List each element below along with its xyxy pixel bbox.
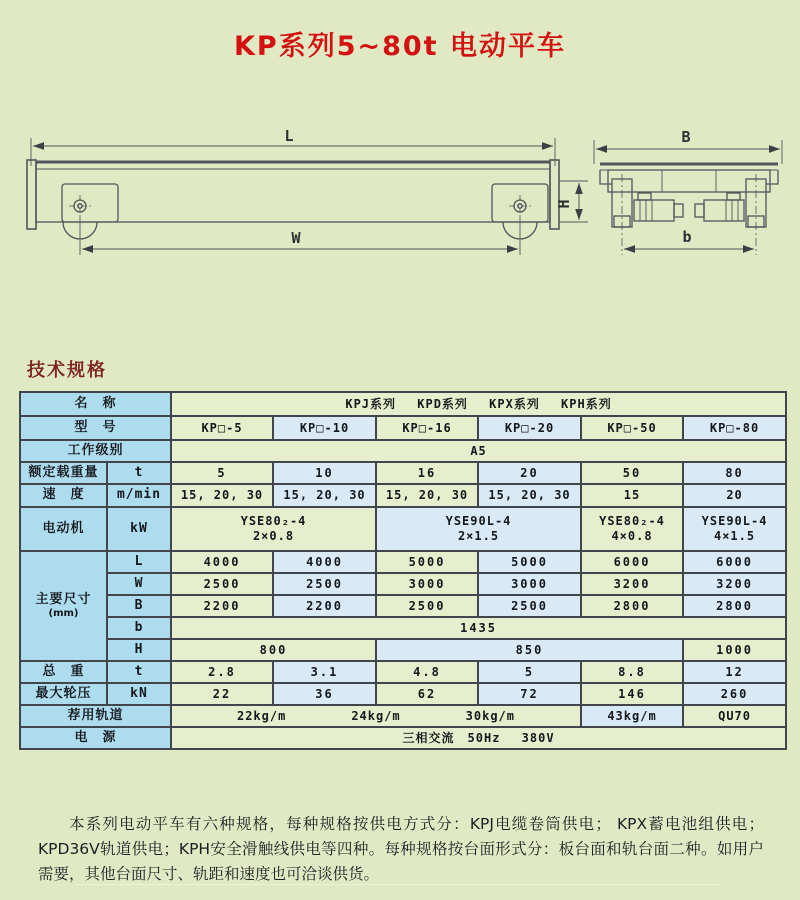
unit-motor: kW <box>107 507 171 551</box>
left-end-plate <box>27 160 36 229</box>
cell-L-2: 4000 <box>273 551 376 573</box>
cell-weight-1: 2.8 <box>171 661 273 683</box>
bottom-divider <box>75 884 720 885</box>
cell-weight-3: 4.8 <box>376 661 478 683</box>
right-end-plate <box>550 160 559 229</box>
cell-L-5: 6000 <box>581 551 683 573</box>
cell-W-1: 2500 <box>171 573 273 595</box>
dim-label-B: B <box>681 128 691 146</box>
row-label-main-dimensions: 主要尺寸 (mm) <box>20 551 107 661</box>
cell-wheel-load-6: 260 <box>683 683 786 705</box>
cell-L-6: 6000 <box>683 551 786 573</box>
cell-rail-group: 22kg/m 24kg/m 30kg/m <box>171 705 581 727</box>
cell-capacity-6: 80 <box>683 462 786 484</box>
table-row-model <box>20 416 786 440</box>
dim-sublabel-b: b <box>107 617 171 639</box>
unit-speed: m/min <box>107 484 171 507</box>
cell-B-5: 2800 <box>581 595 683 617</box>
cell-H-3: 1000 <box>683 639 786 661</box>
table-row-motor <box>20 507 786 551</box>
table-row-duty <box>20 440 786 462</box>
row-label-rail: 荐用轨道 <box>20 705 171 727</box>
table-row-weight <box>20 661 786 683</box>
cell-W-3: 3000 <box>376 573 478 595</box>
cell-motor-1: YSE80₂-4 2×0.8 <box>171 507 376 551</box>
cell-capacity-1: 5 <box>171 462 273 484</box>
dim-sublabel-B: B <box>107 595 171 617</box>
cell-L-1: 4000 <box>171 551 273 573</box>
table-row-name <box>20 392 786 416</box>
cell-weight-4: 5 <box>478 661 581 683</box>
cell-wheel-load-1: 22 <box>171 683 273 705</box>
table-row-dim-B <box>20 595 786 617</box>
row-label-model: 型 号 <box>20 416 171 440</box>
technical-drawing <box>0 124 800 286</box>
row-label-duty: 工作级别 <box>20 440 171 462</box>
dim-sublabel-L: L <box>107 551 171 573</box>
cell-capacity-5: 50 <box>581 462 683 484</box>
unit-wheel-load: kN <box>107 683 171 705</box>
dim-label-W: W <box>291 229 301 247</box>
cell-wheel-load-5: 146 <box>581 683 683 705</box>
table-row-dim-L <box>20 551 786 573</box>
cell-duty-class: A5 <box>171 440 786 462</box>
cell-W-2: 2500 <box>273 573 376 595</box>
dim-label-b: b <box>682 228 692 246</box>
unit-capacity: t <box>107 462 171 484</box>
cell-motor-3: YSE80₂-4 4×0.8 <box>581 507 683 551</box>
cell-power-supply: 三相交流 50Hz 380V <box>171 727 786 749</box>
cell-L-4: 5000 <box>478 551 581 573</box>
cell-speed-3: 15, 20, 30 <box>376 484 478 507</box>
row-label-speed: 速 度 <box>20 484 107 507</box>
row-label-name: 名 称 <box>20 392 171 416</box>
cell-model-4: KP□-20 <box>478 416 581 440</box>
table-row-rail <box>20 705 786 727</box>
right-wheel-hub-icon <box>509 195 531 217</box>
cell-weight-5: 8.8 <box>581 661 683 683</box>
left-drive-motor <box>634 193 683 221</box>
table-row-power <box>20 727 786 749</box>
cell-speed-5: 15 <box>581 484 683 507</box>
cell-B-1: 2200 <box>171 595 273 617</box>
row-label-wheel-load: 最大轮压 <box>20 683 107 705</box>
dim-label-L: L <box>284 127 294 145</box>
cell-motor-4: YSE90L-4 4×1.5 <box>683 507 786 551</box>
cell-b-gauge: 1435 <box>171 617 786 639</box>
cell-speed-2: 15, 20, 30 <box>273 484 376 507</box>
cell-model-2: KP□-10 <box>273 416 376 440</box>
cell-series-names: KPJ系列 KPD系列 KPX系列 KPH系列 <box>171 392 786 416</box>
cell-capacity-4: 20 <box>478 462 581 484</box>
cell-wheel-load-4: 72 <box>478 683 581 705</box>
cell-speed-1: 15, 20, 30 <box>171 484 273 507</box>
right-drive-motor <box>695 193 744 221</box>
cell-B-6: 2800 <box>683 595 786 617</box>
left-wheel-hub-icon <box>69 195 91 217</box>
unit-weight: t <box>107 661 171 683</box>
page-title: KP系列5~80t 电动平车 <box>233 31 566 62</box>
cell-speed-6: 20 <box>683 484 786 507</box>
cell-speed-4: 15, 20, 30 <box>478 484 581 507</box>
table-row-dim-W <box>20 573 786 595</box>
section-heading: 技术规格 <box>27 360 107 381</box>
cell-capacity-2: 10 <box>273 462 376 484</box>
row-label-power: 电 源 <box>20 727 171 749</box>
table-row-dim-b <box>20 617 786 639</box>
row-label-capacity: 额定载重量 <box>20 462 107 484</box>
table-row-speed <box>20 484 786 507</box>
dim-sublabel-W: W <box>107 573 171 595</box>
cell-W-4: 3000 <box>478 573 581 595</box>
cell-weight-2: 3.1 <box>273 661 376 683</box>
cell-wheel-load-2: 36 <box>273 683 376 705</box>
dim-sublabel-H: H <box>107 639 171 661</box>
table-row-wheel-load <box>20 683 786 705</box>
cell-motor-2: YSE90L-4 2×1.5 <box>376 507 581 551</box>
cell-B-2: 2200 <box>273 595 376 617</box>
cell-rail-qu70: QU70 <box>683 705 786 727</box>
table-row-dim-H <box>20 639 786 661</box>
cell-weight-6: 12 <box>683 661 786 683</box>
cell-W-6: 3200 <box>683 573 786 595</box>
cell-capacity-3: 16 <box>376 462 478 484</box>
cell-W-5: 3200 <box>581 573 683 595</box>
cell-model-5: KP□-50 <box>581 416 683 440</box>
side-view-drawing <box>27 138 588 255</box>
cell-B-4: 2500 <box>478 595 581 617</box>
row-label-motor: 电动机 <box>20 507 107 551</box>
table-row-capacity <box>20 462 786 484</box>
cell-model-1: KP□-5 <box>171 416 273 440</box>
cell-model-6: KP□-80 <box>683 416 786 440</box>
cell-wheel-load-3: 62 <box>376 683 478 705</box>
cell-L-3: 5000 <box>376 551 478 573</box>
cell-rail-43: 43kg/m <box>581 705 683 727</box>
cell-H-2: 850 <box>376 639 683 661</box>
footer-paragraph: 本系列电动平车有六种规格，每种规格按供电方式分：KPJ电缆卷筒供电； KPX蓄电池组供电；KPD36V轨道供电；KPH安全滑触线供电等四种。每种规格按台面形式分：板台面和轨台面二种。如用户需要，其他台面尺寸、轨距和速度也可洽谈供货。 <box>38 815 764 884</box>
spec-table <box>19 391 787 750</box>
dim-label-H: H <box>555 199 573 209</box>
row-label-weight: 总 重 <box>20 661 107 683</box>
left-axle-box <box>62 184 118 222</box>
cell-H-1: 800 <box>171 639 376 661</box>
cell-B-3: 2500 <box>376 595 478 617</box>
cell-model-3: KP□-16 <box>376 416 478 440</box>
